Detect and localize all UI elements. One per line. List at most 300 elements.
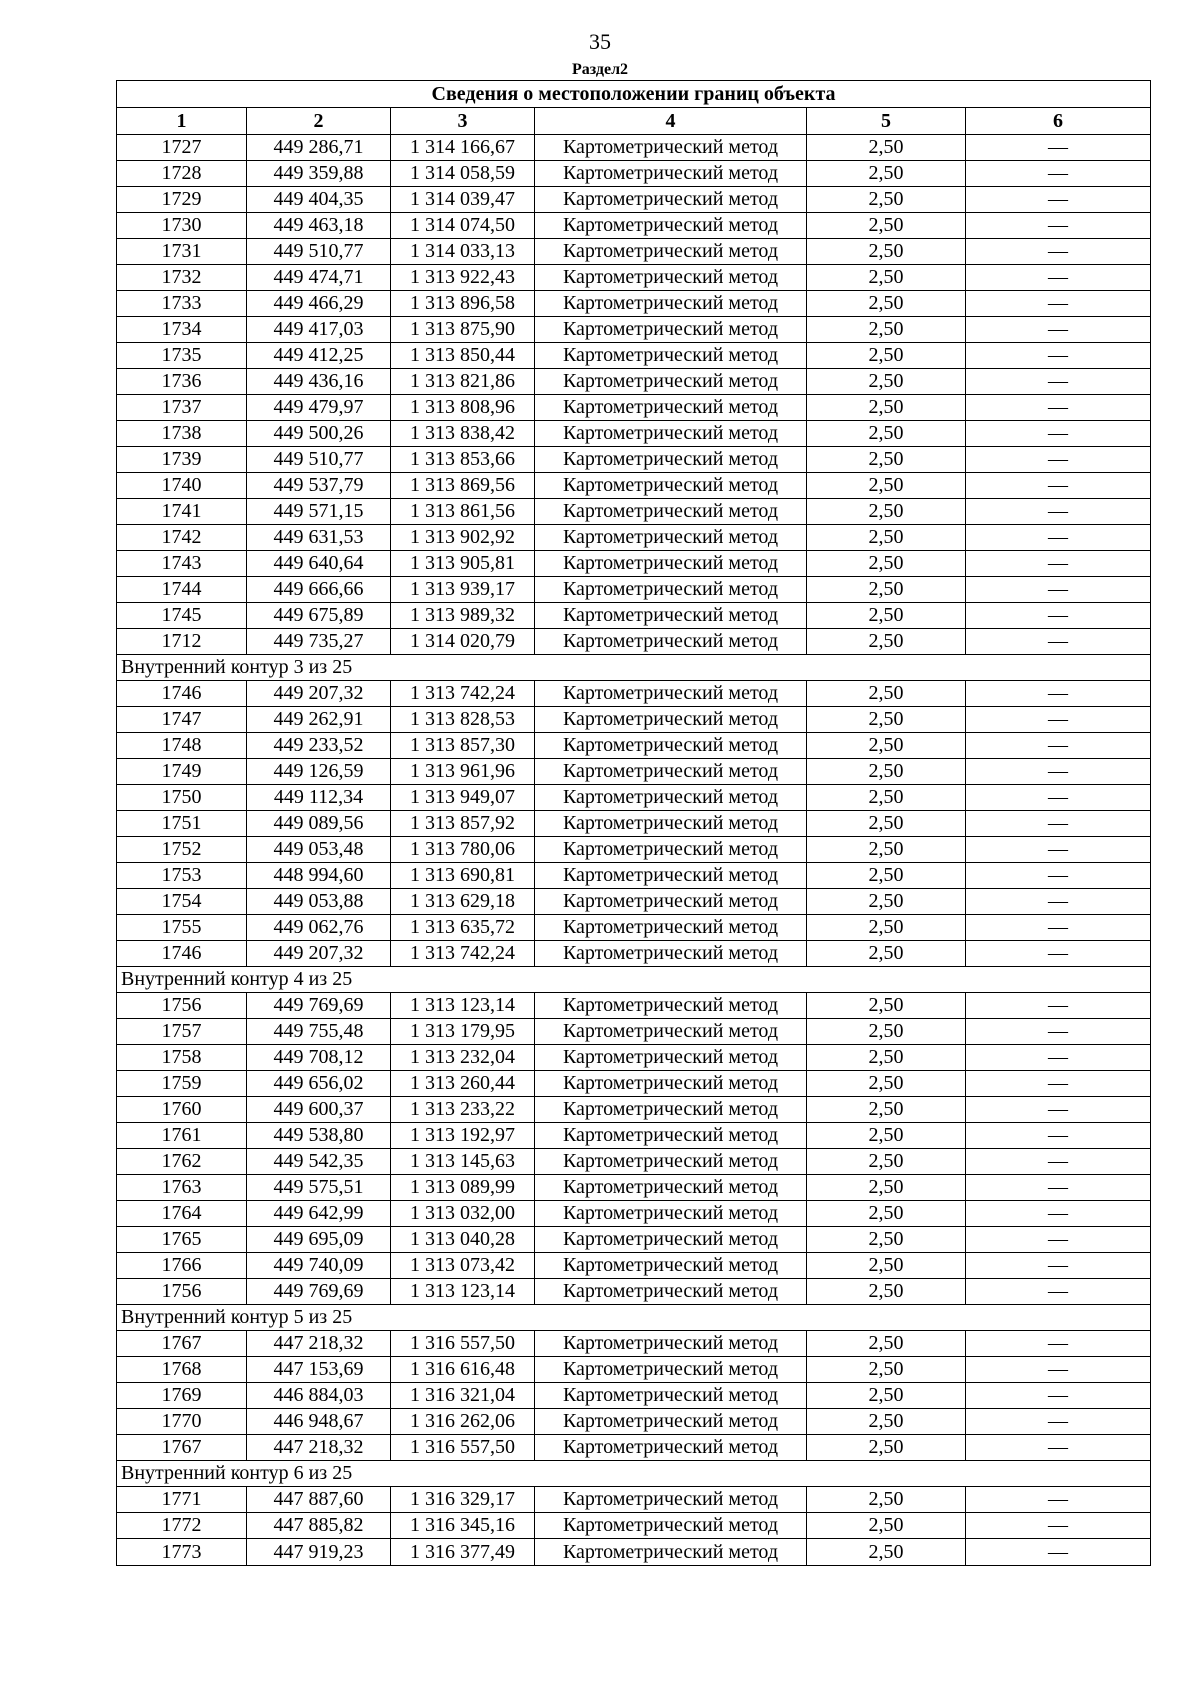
point-number-cell: 1747	[117, 707, 247, 733]
table-row	[117, 1331, 1151, 1357]
table-row	[117, 1019, 1151, 1045]
table-row	[117, 473, 1151, 499]
method-cell: Картометрический метод	[535, 239, 807, 265]
note-cell: —	[966, 915, 1151, 941]
table-row	[117, 239, 1151, 265]
x-coordinate-cell: 449 510,77	[247, 447, 391, 473]
note-cell: —	[966, 1331, 1151, 1357]
note-cell: —	[966, 1253, 1151, 1279]
point-number-cell: 1761	[117, 1123, 247, 1149]
method-cell: Картометрический метод	[535, 1045, 807, 1071]
y-coordinate-cell: 1 313 949,07	[391, 785, 535, 811]
y-coordinate-cell: 1 314 166,67	[391, 135, 535, 161]
contour-header-row	[117, 1305, 1151, 1331]
y-coordinate-cell: 1 313 742,24	[391, 681, 535, 707]
accuracy-cell: 2,50	[807, 759, 966, 785]
x-coordinate-cell: 449 708,12	[247, 1045, 391, 1071]
x-coordinate-cell: 449 769,69	[247, 993, 391, 1019]
method-cell: Картометрический метод	[535, 1357, 807, 1383]
accuracy-cell: 2,50	[807, 317, 966, 343]
y-coordinate-cell: 1 313 828,53	[391, 707, 535, 733]
accuracy-cell: 2,50	[807, 1045, 966, 1071]
column-header: 2	[247, 108, 391, 135]
table-row	[117, 603, 1151, 629]
table-row	[117, 1201, 1151, 1227]
y-coordinate-cell: 1 313 989,32	[391, 603, 535, 629]
x-coordinate-cell: 449 062,76	[247, 915, 391, 941]
x-coordinate-cell: 449 207,32	[247, 681, 391, 707]
note-cell: —	[966, 785, 1151, 811]
table-row	[117, 889, 1151, 915]
method-cell: Картометрический метод	[535, 1331, 807, 1357]
table-row	[117, 551, 1151, 577]
accuracy-cell: 2,50	[807, 577, 966, 603]
note-cell: —	[966, 733, 1151, 759]
y-coordinate-cell: 1 313 896,58	[391, 291, 535, 317]
note-cell: —	[966, 369, 1151, 395]
y-coordinate-cell: 1 314 020,79	[391, 629, 535, 655]
accuracy-cell: 2,50	[807, 1409, 966, 1435]
point-number-cell: 1735	[117, 343, 247, 369]
point-number-cell: 1743	[117, 551, 247, 577]
point-number-cell: 1752	[117, 837, 247, 863]
point-number-cell: 1728	[117, 161, 247, 187]
table-row	[117, 1253, 1151, 1279]
method-cell: Картометрический метод	[535, 1539, 807, 1566]
y-coordinate-cell: 1 313 145,63	[391, 1149, 535, 1175]
table-row	[117, 291, 1151, 317]
point-number-cell: 1742	[117, 525, 247, 551]
method-cell: Картометрический метод	[535, 1123, 807, 1149]
note-cell: —	[966, 239, 1151, 265]
point-number-cell: 1759	[117, 1071, 247, 1097]
point-number-cell: 1739	[117, 447, 247, 473]
x-coordinate-cell: 449 642,99	[247, 1201, 391, 1227]
accuracy-cell: 2,50	[807, 1357, 966, 1383]
accuracy-cell: 2,50	[807, 1097, 966, 1123]
method-cell: Картометрический метод	[535, 603, 807, 629]
table-row	[117, 1071, 1151, 1097]
accuracy-cell: 2,50	[807, 1487, 966, 1513]
point-number-cell: 1773	[117, 1539, 247, 1566]
note-cell: —	[966, 291, 1151, 317]
point-number-cell: 1744	[117, 577, 247, 603]
x-coordinate-cell: 449 479,97	[247, 395, 391, 421]
accuracy-cell: 2,50	[807, 447, 966, 473]
x-coordinate-cell: 449 500,26	[247, 421, 391, 447]
y-coordinate-cell: 1 313 850,44	[391, 343, 535, 369]
method-cell: Картометрический метод	[535, 551, 807, 577]
table-row	[117, 1175, 1151, 1201]
accuracy-cell: 2,50	[807, 1383, 966, 1409]
x-coordinate-cell: 447 919,23	[247, 1539, 391, 1566]
point-number-cell: 1766	[117, 1253, 247, 1279]
table-row	[117, 1513, 1151, 1539]
contour-label: Внутренний контур 6 из 25	[117, 1461, 1151, 1487]
note-cell: —	[966, 993, 1151, 1019]
y-coordinate-cell: 1 316 616,48	[391, 1357, 535, 1383]
x-coordinate-cell: 449 571,15	[247, 499, 391, 525]
y-coordinate-cell: 1 316 321,04	[391, 1383, 535, 1409]
table-row	[117, 499, 1151, 525]
point-number-cell: 1760	[117, 1097, 247, 1123]
method-cell: Картометрический метод	[535, 837, 807, 863]
accuracy-cell: 2,50	[807, 707, 966, 733]
method-cell: Картометрический метод	[535, 343, 807, 369]
note-cell: —	[966, 187, 1151, 213]
note-cell: —	[966, 317, 1151, 343]
point-number-cell: 1727	[117, 135, 247, 161]
table-row	[117, 1123, 1151, 1149]
column-header: 4	[535, 108, 807, 135]
method-cell: Картометрический метод	[535, 1409, 807, 1435]
accuracy-cell: 2,50	[807, 369, 966, 395]
note-cell: —	[966, 551, 1151, 577]
x-coordinate-cell: 446 884,03	[247, 1383, 391, 1409]
method-cell: Картометрический метод	[535, 1513, 807, 1539]
method-cell: Картометрический метод	[535, 811, 807, 837]
note-cell: —	[966, 681, 1151, 707]
point-number-cell: 1733	[117, 291, 247, 317]
y-coordinate-cell: 1 313 040,28	[391, 1227, 535, 1253]
x-coordinate-cell: 449 537,79	[247, 473, 391, 499]
y-coordinate-cell: 1 313 939,17	[391, 577, 535, 603]
table-row	[117, 369, 1151, 395]
table-row	[117, 915, 1151, 941]
x-coordinate-cell: 449 436,16	[247, 369, 391, 395]
accuracy-cell: 2,50	[807, 941, 966, 967]
y-coordinate-cell: 1 313 032,00	[391, 1201, 535, 1227]
method-cell: Картометрический метод	[535, 525, 807, 551]
point-number-cell: 1749	[117, 759, 247, 785]
x-coordinate-cell: 449 631,53	[247, 525, 391, 551]
point-number-cell: 1767	[117, 1435, 247, 1461]
contour-header-row	[117, 1461, 1151, 1487]
x-coordinate-cell: 449 126,59	[247, 759, 391, 785]
accuracy-cell: 2,50	[807, 161, 966, 187]
accuracy-cell: 2,50	[807, 1227, 966, 1253]
point-number-cell: 1746	[117, 681, 247, 707]
accuracy-cell: 2,50	[807, 525, 966, 551]
accuracy-cell: 2,50	[807, 1123, 966, 1149]
accuracy-cell: 2,50	[807, 1435, 966, 1461]
point-number-cell: 1732	[117, 265, 247, 291]
method-cell: Картометрический метод	[535, 1201, 807, 1227]
x-coordinate-cell: 449 089,56	[247, 811, 391, 837]
point-number-cell: 1745	[117, 603, 247, 629]
y-coordinate-cell: 1 316 262,06	[391, 1409, 535, 1435]
x-coordinate-cell: 449 207,32	[247, 941, 391, 967]
method-cell: Картометрический метод	[535, 1383, 807, 1409]
point-number-cell: 1771	[117, 1487, 247, 1513]
method-cell: Картометрический метод	[535, 499, 807, 525]
note-cell: —	[966, 395, 1151, 421]
note-cell: —	[966, 213, 1151, 239]
column-header: 1	[117, 108, 247, 135]
note-cell: —	[966, 1409, 1151, 1435]
accuracy-cell: 2,50	[807, 187, 966, 213]
note-cell: —	[966, 1383, 1151, 1409]
x-coordinate-cell: 449 417,03	[247, 317, 391, 343]
method-cell: Картометрический метод	[535, 941, 807, 967]
note-cell: —	[966, 707, 1151, 733]
point-number-cell: 1762	[117, 1149, 247, 1175]
method-cell: Картометрический метод	[535, 1071, 807, 1097]
point-number-cell: 1751	[117, 811, 247, 837]
accuracy-cell: 2,50	[807, 629, 966, 655]
y-coordinate-cell: 1 313 635,72	[391, 915, 535, 941]
method-cell: Картометрический метод	[535, 707, 807, 733]
table-row	[117, 941, 1151, 967]
y-coordinate-cell: 1 316 557,50	[391, 1435, 535, 1461]
accuracy-cell: 2,50	[807, 1149, 966, 1175]
x-coordinate-cell: 449 359,88	[247, 161, 391, 187]
y-coordinate-cell: 1 313 192,97	[391, 1123, 535, 1149]
point-number-cell: 1736	[117, 369, 247, 395]
note-cell: —	[966, 811, 1151, 837]
table-row	[117, 629, 1151, 655]
x-coordinate-cell: 449 053,48	[247, 837, 391, 863]
x-coordinate-cell: 447 885,82	[247, 1513, 391, 1539]
accuracy-cell: 2,50	[807, 1071, 966, 1097]
table-row	[117, 759, 1151, 785]
accuracy-cell: 2,50	[807, 837, 966, 863]
y-coordinate-cell: 1 313 260,44	[391, 1071, 535, 1097]
table-body	[117, 135, 1151, 1566]
note-cell: —	[966, 1435, 1151, 1461]
accuracy-cell: 2,50	[807, 915, 966, 941]
note-cell: —	[966, 1175, 1151, 1201]
x-coordinate-cell: 449 412,25	[247, 343, 391, 369]
table-row	[117, 1279, 1151, 1305]
table-row	[117, 1487, 1151, 1513]
note-cell: —	[966, 1019, 1151, 1045]
table-title-row	[117, 81, 1151, 108]
method-cell: Картометрический метод	[535, 785, 807, 811]
table-row	[117, 1357, 1151, 1383]
note-cell: —	[966, 837, 1151, 863]
table-row	[117, 837, 1151, 863]
contour-header-row	[117, 655, 1151, 681]
accuracy-cell: 2,50	[807, 863, 966, 889]
x-coordinate-cell: 449 404,35	[247, 187, 391, 213]
note-cell: —	[966, 265, 1151, 291]
point-number-cell: 1740	[117, 473, 247, 499]
x-coordinate-cell: 449 053,88	[247, 889, 391, 915]
table-row	[117, 577, 1151, 603]
table-row	[117, 993, 1151, 1019]
note-cell: —	[966, 525, 1151, 551]
method-cell: Картометрический метод	[535, 447, 807, 473]
point-number-cell: 1756	[117, 1279, 247, 1305]
table-row	[117, 681, 1151, 707]
note-cell: —	[966, 603, 1151, 629]
x-coordinate-cell: 447 153,69	[247, 1357, 391, 1383]
method-cell: Картометрический метод	[535, 187, 807, 213]
y-coordinate-cell: 1 313 690,81	[391, 863, 535, 889]
y-coordinate-cell: 1 313 838,42	[391, 421, 535, 447]
accuracy-cell: 2,50	[807, 499, 966, 525]
y-coordinate-cell: 1 313 853,66	[391, 447, 535, 473]
table-row	[117, 421, 1151, 447]
y-coordinate-cell: 1 313 857,30	[391, 733, 535, 759]
point-number-cell: 1730	[117, 213, 247, 239]
method-cell: Картометрический метод	[535, 369, 807, 395]
column-header: 6	[966, 108, 1151, 135]
note-cell: —	[966, 629, 1151, 655]
y-coordinate-cell: 1 313 233,22	[391, 1097, 535, 1123]
method-cell: Картометрический метод	[535, 473, 807, 499]
note-cell: —	[966, 161, 1151, 187]
method-cell: Картометрический метод	[535, 629, 807, 655]
table-row	[117, 1045, 1151, 1071]
y-coordinate-cell: 1 316 377,49	[391, 1539, 535, 1566]
method-cell: Картометрический метод	[535, 733, 807, 759]
y-coordinate-cell: 1 313 869,56	[391, 473, 535, 499]
note-cell: —	[966, 1201, 1151, 1227]
method-cell: Картометрический метод	[535, 1175, 807, 1201]
note-cell: —	[966, 1487, 1151, 1513]
note-cell: —	[966, 447, 1151, 473]
method-cell: Картометрический метод	[535, 681, 807, 707]
y-coordinate-cell: 1 313 902,92	[391, 525, 535, 551]
x-coordinate-cell: 449 575,51	[247, 1175, 391, 1201]
method-cell: Картометрический метод	[535, 577, 807, 603]
x-coordinate-cell: 449 656,02	[247, 1071, 391, 1097]
contour-header-row	[117, 967, 1151, 993]
x-coordinate-cell: 447 218,32	[247, 1435, 391, 1461]
note-cell: —	[966, 1539, 1151, 1566]
point-number-cell: 1731	[117, 239, 247, 265]
point-number-cell: 1754	[117, 889, 247, 915]
y-coordinate-cell: 1 316 329,17	[391, 1487, 535, 1513]
x-coordinate-cell: 449 463,18	[247, 213, 391, 239]
method-cell: Картометрический метод	[535, 317, 807, 343]
note-cell: —	[966, 421, 1151, 447]
accuracy-cell: 2,50	[807, 421, 966, 447]
method-cell: Картометрический метод	[535, 421, 807, 447]
x-coordinate-cell: 449 600,37	[247, 1097, 391, 1123]
x-coordinate-cell: 449 233,52	[247, 733, 391, 759]
table-row	[117, 525, 1151, 551]
table-row	[117, 733, 1151, 759]
note-cell: —	[966, 1071, 1151, 1097]
point-number-cell: 1758	[117, 1045, 247, 1071]
method-cell: Картометрический метод	[535, 759, 807, 785]
accuracy-cell: 2,50	[807, 213, 966, 239]
table-row	[117, 343, 1151, 369]
note-cell: —	[966, 1279, 1151, 1305]
note-cell: —	[966, 889, 1151, 915]
accuracy-cell: 2,50	[807, 1513, 966, 1539]
y-coordinate-cell: 1 313 821,86	[391, 369, 535, 395]
x-coordinate-cell: 447 218,32	[247, 1331, 391, 1357]
y-coordinate-cell: 1 313 073,42	[391, 1253, 535, 1279]
accuracy-cell: 2,50	[807, 993, 966, 1019]
y-coordinate-cell: 1 313 808,96	[391, 395, 535, 421]
note-cell: —	[966, 941, 1151, 967]
point-number-cell: 1741	[117, 499, 247, 525]
method-cell: Картометрический метод	[535, 1019, 807, 1045]
point-number-cell: 1746	[117, 941, 247, 967]
y-coordinate-cell: 1 313 179,95	[391, 1019, 535, 1045]
point-number-cell: 1729	[117, 187, 247, 213]
point-number-cell: 1772	[117, 1513, 247, 1539]
y-coordinate-cell: 1 313 629,18	[391, 889, 535, 915]
table-row	[117, 811, 1151, 837]
point-number-cell: 1757	[117, 1019, 247, 1045]
point-number-cell: 1738	[117, 421, 247, 447]
note-cell: —	[966, 1513, 1151, 1539]
note-cell: —	[966, 473, 1151, 499]
x-coordinate-cell: 449 769,69	[247, 1279, 391, 1305]
table-row	[117, 1409, 1151, 1435]
point-number-cell: 1756	[117, 993, 247, 1019]
note-cell: —	[966, 135, 1151, 161]
point-number-cell: 1770	[117, 1409, 247, 1435]
accuracy-cell: 2,50	[807, 135, 966, 161]
table-row	[117, 1227, 1151, 1253]
x-coordinate-cell: 449 675,89	[247, 603, 391, 629]
accuracy-cell: 2,50	[807, 343, 966, 369]
y-coordinate-cell: 1 313 742,24	[391, 941, 535, 967]
x-coordinate-cell: 449 735,27	[247, 629, 391, 655]
note-cell: —	[966, 863, 1151, 889]
table-row	[117, 1149, 1151, 1175]
table-row	[117, 863, 1151, 889]
page-number: 35	[589, 29, 611, 54]
table-title: Сведения о местоположении границ объекта	[117, 81, 1151, 108]
column-header: 5	[807, 108, 966, 135]
method-cell: Картометрический метод	[535, 395, 807, 421]
point-number-cell: 1764	[117, 1201, 247, 1227]
method-cell: Картометрический метод	[535, 993, 807, 1019]
y-coordinate-cell: 1 314 074,50	[391, 213, 535, 239]
point-number-cell: 1734	[117, 317, 247, 343]
table-row	[117, 785, 1151, 811]
column-header: 3	[391, 108, 535, 135]
method-cell: Картометрический метод	[535, 1097, 807, 1123]
y-coordinate-cell: 1 313 875,90	[391, 317, 535, 343]
y-coordinate-cell: 1 314 058,59	[391, 161, 535, 187]
note-cell: —	[966, 1097, 1151, 1123]
accuracy-cell: 2,50	[807, 395, 966, 421]
note-cell: —	[966, 759, 1151, 785]
accuracy-cell: 2,50	[807, 1201, 966, 1227]
method-cell: Картометрический метод	[535, 161, 807, 187]
method-cell: Картометрический метод	[535, 1227, 807, 1253]
accuracy-cell: 2,50	[807, 1539, 966, 1566]
accuracy-cell: 2,50	[807, 733, 966, 759]
method-cell: Картометрический метод	[535, 863, 807, 889]
y-coordinate-cell: 1 313 922,43	[391, 265, 535, 291]
point-number-cell: 1765	[117, 1227, 247, 1253]
method-cell: Картометрический метод	[535, 1149, 807, 1175]
point-number-cell: 1755	[117, 915, 247, 941]
method-cell: Картометрический метод	[535, 265, 807, 291]
section-label: Раздел2	[571, 61, 629, 78]
column-header-row	[117, 108, 1151, 135]
x-coordinate-cell: 449 466,29	[247, 291, 391, 317]
y-coordinate-cell: 1 313 123,14	[391, 1279, 535, 1305]
x-coordinate-cell: 449 640,64	[247, 551, 391, 577]
accuracy-cell: 2,50	[807, 681, 966, 707]
method-cell: Картометрический метод	[535, 915, 807, 941]
x-coordinate-cell: 449 666,66	[247, 577, 391, 603]
point-number-cell: 1737	[117, 395, 247, 421]
table-row	[117, 213, 1151, 239]
x-coordinate-cell: 449 510,77	[247, 239, 391, 265]
